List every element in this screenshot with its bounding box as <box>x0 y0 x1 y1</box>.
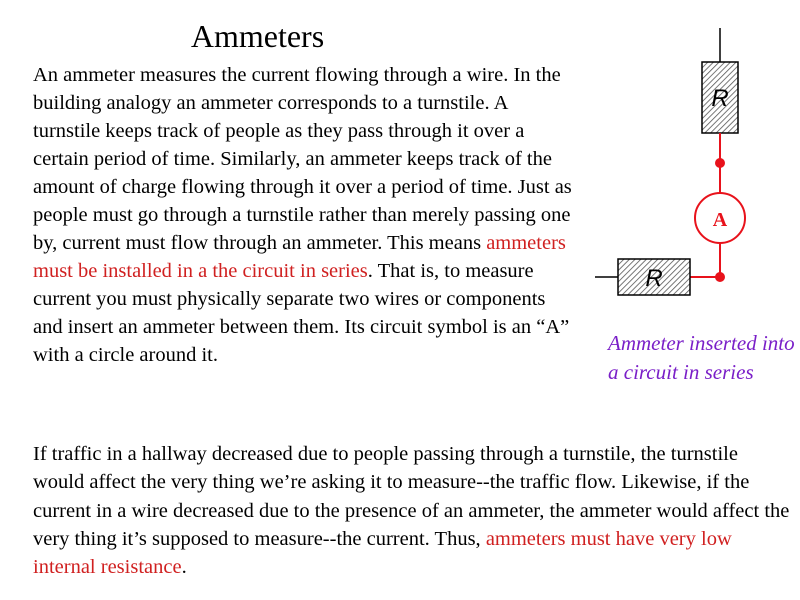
diagram-caption: Ammeter inserted into a circuit in series <box>608 331 795 384</box>
intro-text-start: An ammeter measures the current flowing through a wire. In the building analogy an ammeter corresponds to a turnstile. A turnstile keeps track of people as they pass through it over a certain period of time. Similarly, an ammeter keeps track of the amount of charge flowing through it over a period of time. Just as people must go through a turnstile rather than merely passing one by, current must flow through an ammeter. This means <box>33 64 572 254</box>
resistance-text-start: If traffic in a hallway decreased due to people passing through a turnstile, the turnstile would affect the very thing we’re asking it to measure--the traffic flow. Likewise, if the current in a wire decreased due to the presence of an ammeter, the ammeter would affect the very thing it’s supposed to measure--the current. Thus, <box>33 443 790 550</box>
page-title: Ammeters <box>190 18 325 54</box>
intro-paragraph <box>33 61 573 369</box>
intro-text-end: . That is, to measure current you must physically separate two wires or components and insert an ammeter between them. Its circuit symbol is an “A” with a circle around it. <box>33 260 570 366</box>
resistance-paragraph <box>33 440 793 581</box>
ammeter-label: A <box>712 209 728 231</box>
junction-dot-lower <box>715 272 725 282</box>
resistor-top-label: R <box>711 85 729 112</box>
series-highlight: ammeters must be installed in a the circuit in series <box>33 232 566 282</box>
ammeter-circuit-diagram <box>590 20 790 310</box>
resistor-left-label: R <box>645 265 663 292</box>
low-resistance-highlight: ammeters must have very low internal resistance <box>33 527 732 579</box>
resistance-text-end: . <box>181 556 187 579</box>
junction-dot-upper <box>715 158 725 168</box>
